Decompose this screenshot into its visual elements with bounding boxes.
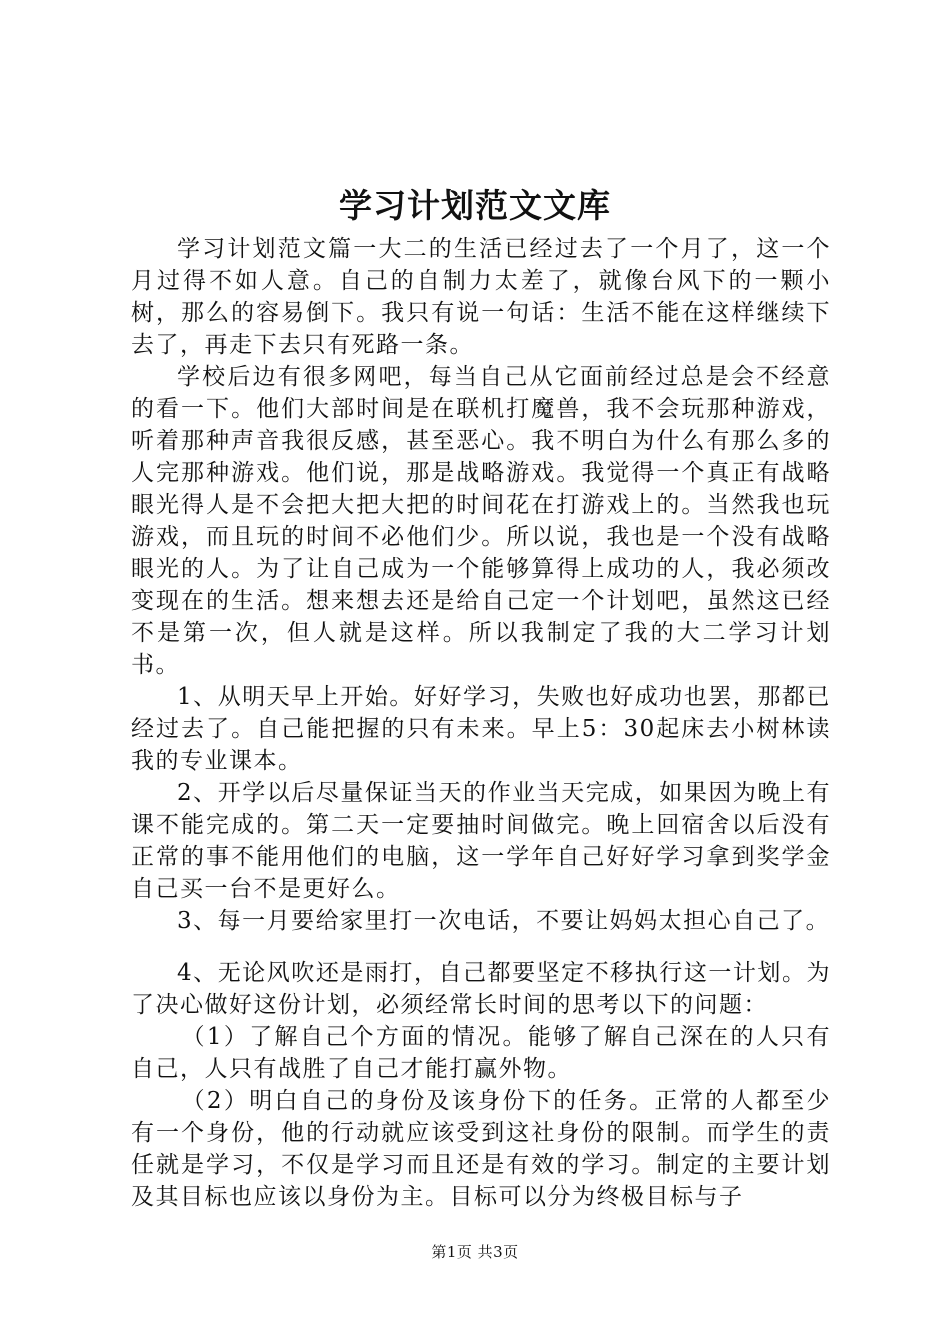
page-footer: 第1页 共3页 <box>431 1243 519 1261</box>
list-item-paragraph: 2、开学以后尽量保证当天的作业当天完成，如果因为晚上有课不能完成的。第二天一定要抽时间做完。晚上回宿舍以后没有正常的事不能用他们的电脑，这一学年自己好好学习拿到奖学金自己买一台不是更好么。 <box>131 780 831 902</box>
paragraph: 学校后边有很多网吧，每当自己从它面前经过总是会不经意的看一下。他们大部时间是在联机打魔兽，我不会玩那种游戏，听着那种声音我很反感，甚至恶心。我不明白为什么有那么多的人完那种游戏。他们说，那是战略游戏。我觉得一个真正有战略眼光得人是不会把大把大把的时间花在打游戏上的。当然我也玩游戏，而且玩的时间不必他们少。所以说，我也是一个没有战略眼光的人。为了让自己成为一个能够算得上成功的人，我必须改变现在的生活。想来想去还是给自己定一个计划吧，虽然这已经不是第一次，但人就是这样。所以我制定了我的大二学习计划书。 <box>131 364 831 678</box>
document-title: 学习计划范文文库 <box>339 186 611 225</box>
list-item-paragraph: 3、每一月要给家里打一次电话，不要让妈妈太担心自己了。 <box>177 908 831 934</box>
sub-item-paragraph: （2）明白自己的身份及该身份下的任务。正常的人都至少有一个身份，他的行动就应该受到这社身份的限制。而学生的责任就是学习，不仅是学习而且还是有效的学习。制定的主要计划及其目标也应该以身份为主。目标可以分为终极目标与子 <box>131 1088 831 1210</box>
sub-item-paragraph: （1）了解自己个方面的情况。能够了解自己深在的人只有自己，人只有战胜了自己才能打赢外物。 <box>131 1024 831 1082</box>
list-item-paragraph: 1、从明天早上开始。好好学习，失败也好成功也罢，那都已经过去了。自己能把握的只有未来。早上5：30起床去小树林读我的专业课本。 <box>131 684 831 774</box>
paragraph: 学习计划范文篇一大二的生活已经过去了一个月了，这一个月过得不如人意。自己的自制力太差了，就像台风下的一颗小树，那么的容易倒下。我只有说一句话：生活不能在这样继续下去了，再走下去只有死路一条。 <box>131 236 831 358</box>
list-item-paragraph: 4、无论风吹还是雨打，自己都要坚定不移执行这一计划。为了决心做好这份计划，必须经常长时间的思考以下的问题： <box>131 960 831 1018</box>
document-body <box>131 233 831 1213</box>
